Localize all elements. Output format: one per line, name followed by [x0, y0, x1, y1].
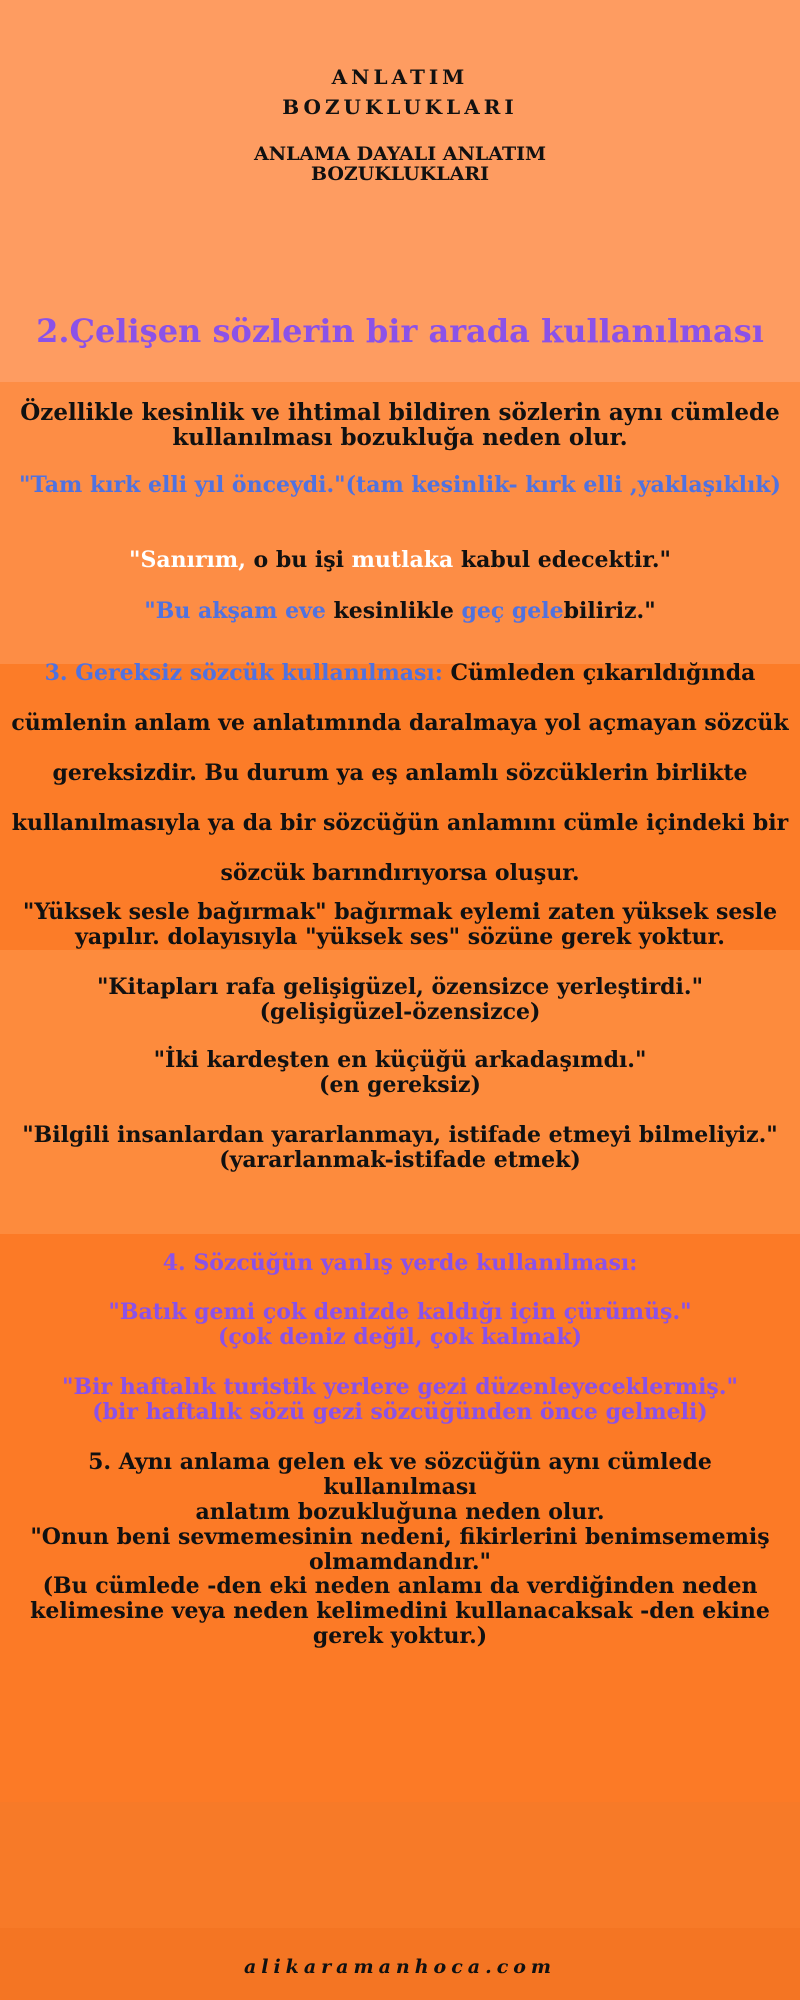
- section-4-example-2: [10, 1375, 790, 1425]
- section-2-description-line-2: kullanılması bozukluğa neden olur.: [172, 424, 628, 451]
- background-band-6: [0, 1802, 800, 1928]
- section-5-heading: [10, 1450, 790, 1525]
- section-3-example-3: [10, 1048, 790, 1098]
- section-2-example-2: [10, 547, 790, 573]
- section-3-example-1: [10, 900, 790, 950]
- footer-website: alikaramanhoca.com: [243, 1956, 557, 1978]
- example-note: (bir haftalık sözü gezi sözcüğünden önce gelmeli): [92, 1399, 708, 1425]
- section-4-example-1: [10, 1300, 790, 1350]
- example-line: "Batık gemi çok denizde kaldığı için çürümüş.": [108, 1299, 692, 1325]
- section-3-line-2: cümlenin anlam ve anlatımında daralmaya yol açmayan sözcük: [11, 710, 789, 736]
- highlight-sanirim: Sanırım,: [140, 547, 246, 573]
- quote-open: ": [129, 547, 141, 573]
- title-line-1: ANLATIM: [331, 65, 469, 89]
- example-line: "Onun beni sevmemesinin nedeni, fikirlerini benimsememiş: [30, 1524, 770, 1550]
- section-3-heading: 3. Gereksiz sözcük kullanılması:: [44, 660, 443, 686]
- section-3-line-1: [10, 648, 790, 698]
- section-3-paragraph: [10, 648, 790, 898]
- section-3-line-3: gereksizdir. Bu durum ya eş anlamlı sözcüklerin birlikte: [52, 760, 748, 786]
- example-2-text-b: kabul edecektir.": [453, 547, 671, 573]
- section-2-heading: 2.Çelişen sözlerin bir arada kullanılması: [36, 312, 764, 350]
- example-note: (en gereksiz): [319, 1072, 481, 1098]
- example-line: olmamdandır.": [309, 1549, 491, 1575]
- section-3-text-1: Cümleden çıkarıldığında: [442, 660, 756, 686]
- section-5-heading-line-2: anlatım bozukluğuna neden olur.: [195, 1499, 605, 1525]
- section-3-line-4: kullanılmasıyla ya da bir sözcüğün anlamını cümle içindeki bir: [11, 810, 789, 836]
- section-5-example: [10, 1525, 790, 1575]
- subtitle-line-2: BOZUKLUKLARI: [310, 163, 490, 185]
- note-line: (Bu cümlede -den eki neden anlamı da verdiğinden neden: [42, 1573, 758, 1599]
- section-2-example-1: "Tam kırk elli yıl önceydi."(tam kesinlik- kırk elli ,yaklaşıklık): [19, 472, 781, 498]
- section-5-heading-line-1: 5. Aynı anlama gelen ek ve sözcüğün aynı cümlede kullanılması: [88, 1449, 712, 1500]
- example-3-text-a: "Bu akşam eve: [144, 598, 326, 624]
- section-3-line-5: sözcük barındırıyorsa oluşur.: [220, 860, 580, 886]
- section-3-example-2: [10, 975, 790, 1025]
- section-3-example-4: [10, 1123, 790, 1173]
- highlight-kesinlikle: kesinlikle: [325, 598, 462, 624]
- section-2-description-line-1: Özellikle kesinlik ve ihtimal bildiren sözlerin aynı cümlede: [20, 399, 780, 426]
- example-line: "Kitapları rafa gelişigüzel, özensizce yerleştirdi.": [96, 974, 704, 1000]
- example-line: "Bir haftalık turistik yerlere gezi düzenleyeceklermiş.": [62, 1374, 738, 1400]
- example-note: (çok deniz değil, çok kalmak): [217, 1324, 583, 1350]
- section-4-heading: 4. Sözcüğün yanlış yerde kullanılması:: [162, 1250, 638, 1276]
- example-line: "Yüksek sesle bağırmak" bağırmak eylemi zaten yüksek sesle: [22, 899, 778, 925]
- subtitle-line-1: ANLAMA DAYALI ANLATIM: [253, 143, 547, 165]
- highlight-mutlaka: mutlaka: [351, 547, 454, 573]
- example-line: "İki kardeşten en küçüğü arkadaşımdı.": [153, 1047, 647, 1073]
- note-line: kelimesine veya neden kelimedini kullanacaksak -den ekine: [30, 1598, 770, 1624]
- example-2-text-a: o bu işi: [245, 547, 352, 573]
- example-line: yapılır. dolayısıyla "yüksek ses" sözüne gerek yoktur.: [75, 924, 725, 950]
- page-title: [10, 62, 790, 122]
- highlight-gec-gele: geç gele: [461, 598, 564, 624]
- title-line-2: BOZUKLUKLARI: [282, 95, 518, 119]
- example-note: (gelişigüzel-özensizce): [259, 999, 541, 1025]
- section-5-note: [10, 1574, 790, 1649]
- example-note: (yararlanmak-istifade etmek): [219, 1147, 581, 1173]
- example-line: "Bilgili insanlardan yararlanmayı, istifade etmeyi bilmeliyiz.": [22, 1122, 778, 1148]
- example-3-text-b: biliriz.": [563, 598, 656, 624]
- page-subtitle: [10, 144, 790, 184]
- section-2-description: [10, 400, 790, 450]
- section-2-example-3: [10, 598, 790, 624]
- note-line: gerek yoktur.): [312, 1623, 488, 1649]
